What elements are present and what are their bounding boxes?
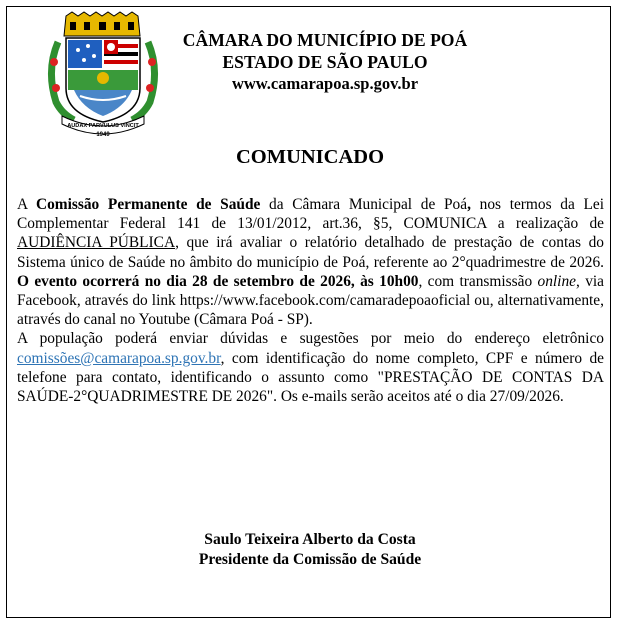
document-title: COMUNICADO <box>235 146 385 168</box>
letterhead-line1: CÂMARA DO MUNICÍPIO DE POÁ <box>182 30 468 50</box>
signatory-role: Presidente da Comissão de Saúde <box>198 551 422 568</box>
crest-year: 1949 <box>96 132 110 138</box>
signatory-name: Saulo Teixeira Alberto da Costa <box>204 531 416 548</box>
shield <box>66 38 140 122</box>
municipal-crest <box>44 10 162 138</box>
signature-block <box>0 530 620 570</box>
public-hearing: AUDIÊNCIA PÚBLICA <box>17 234 176 252</box>
letterhead-website: www.camarapoa.sp.gov.br <box>231 74 419 93</box>
document-body <box>17 195 604 406</box>
email-link[interactable]: comissões@camarapoa.sp.gov.br <box>17 349 221 367</box>
paragraph-contact: A população poderá enviar dúvidas e sugestões por meio do endereço eletrônico comissões@camarapoa.sp.gov.br, com identificação do nome completo, CPF e número de telefone para contato, identificando o assunto como "PRESTAÇÃO DE CONTAS DA SAÚDE-2°QUADRIMESTRE DE 2026". Os e-mails serão aceitos até o dia 27/09/2026. <box>17 330 604 406</box>
crown <box>64 12 140 36</box>
paragraph-announcement: A Comissão Permanente de Saúde da Câmara Municipal de Poá, nos termos da Lei Complementar Federal 141 de 13/01/2012, art.36, §5, COMUNICA a realização de AUDIÊNCIA PÚBLICA, que irá avaliar o relatório detalhado de prestação de contas do Sistema único de Saúde no âmbito do município de Poá, referente ao 2°quadrimestre de 2026. O evento ocorrerá no dia 28 de setembro de 2026, às 10h00, com transmissão online, via Facebook, através do link https://www.facebook.com/camaradepoaoficial ou, alternativamente, através do canal no Youtube (Câmara Poá - SP). <box>17 196 604 329</box>
event-date: O evento ocorrerá no dia 28 de setembro de 2026, às 10h00 <box>17 272 419 290</box>
letterhead-line2: ESTADO DE SÃO PAULO <box>222 52 428 72</box>
crest-motto: AUDAX PARVULUS VINCIT <box>67 123 139 129</box>
committee-name: Comissão Permanente de Saúde <box>35 196 261 213</box>
letterhead <box>150 29 500 95</box>
